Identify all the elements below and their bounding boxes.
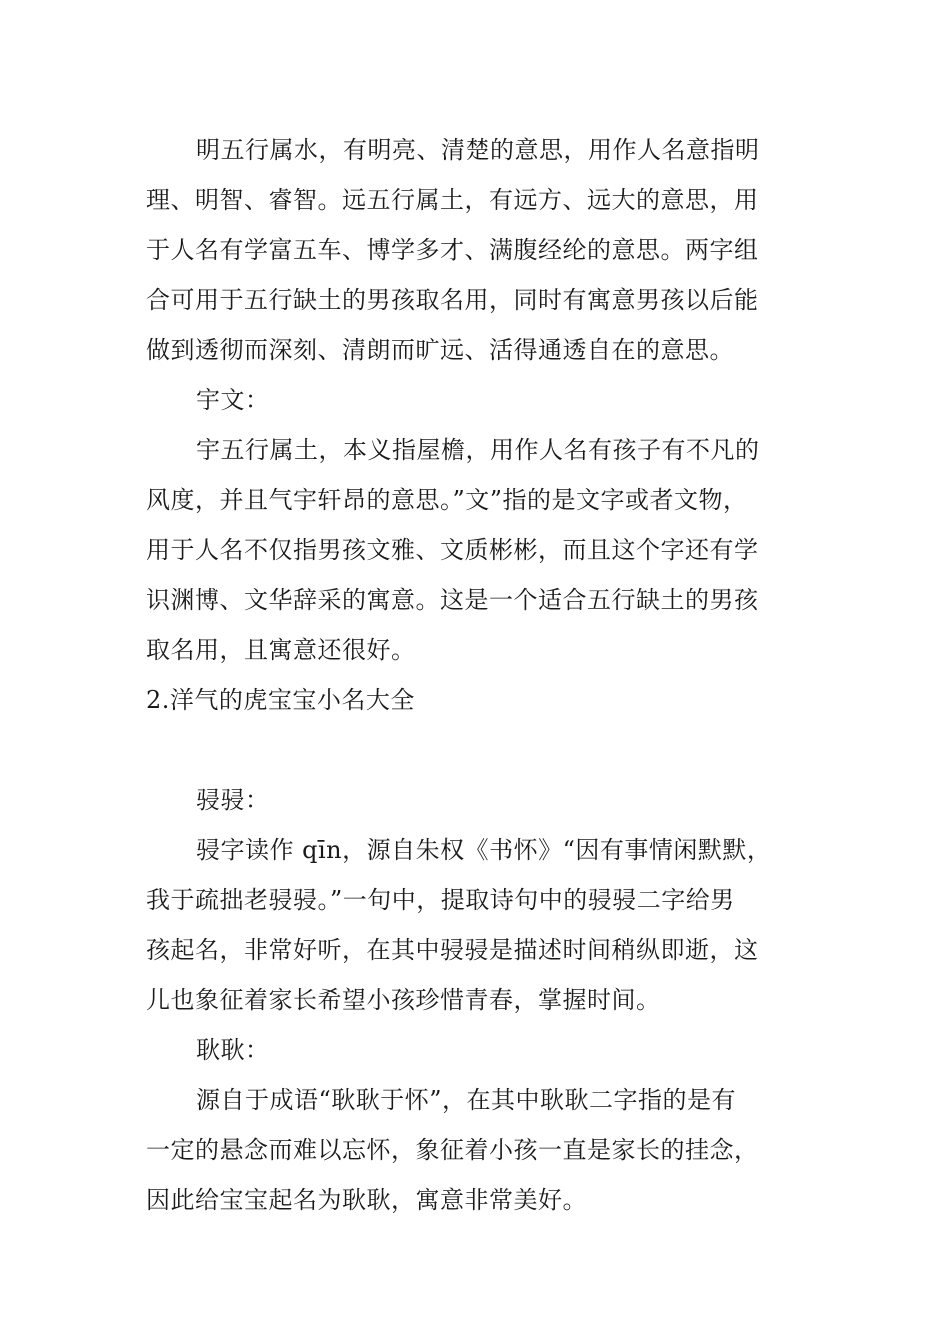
paragraph-line: 做到透彻而深刻、清朗而旷远、活得通透自在的意思。 bbox=[146, 336, 734, 364]
paragraph-line: 于人名有学富五车、博学多才、满腹经纶的意思。两字组 bbox=[146, 236, 759, 264]
paragraph-line: 孩起名，非常好听，在其中骎骎是描述时间稍纵即逝，这 bbox=[146, 936, 759, 964]
paragraph-line: 用于人名不仅指男孩文雅、文质彬彬，而且这个字还有学 bbox=[146, 536, 759, 564]
paragraph-line: 我于疏拙老骎骎。”一句中，提取诗句中的骎骎二字给男 bbox=[146, 886, 735, 914]
paragraph-line: 明五行属水，有明亮、清楚的意思，用作人名意指明 bbox=[196, 136, 760, 164]
paragraph-line: 一定的悬念而难以忘怀，象征着小孩一直是家长的挂念， bbox=[146, 1136, 759, 1164]
paragraph-line: 宇五行属土，本义指屋檐，用作人名有孩子有不凡的 bbox=[196, 436, 760, 464]
name-heading: 骎骎： bbox=[196, 786, 270, 814]
paragraph-line: 取名用，且寓意还很好。 bbox=[146, 636, 416, 664]
paragraph-line: 儿也象征着家长希望小孩珍惜青春，掌握时间。 bbox=[146, 986, 661, 1014]
paragraph-line: 因此给宝宝起名为耿耿，寓意非常美好。 bbox=[146, 1186, 587, 1214]
section-heading: 2.洋气的虎宝宝小名大全 bbox=[146, 686, 415, 714]
paragraph-line: 风度，并且气宇轩昂的意思。”文”指的是文字或者文物， bbox=[146, 486, 748, 514]
paragraph-line: 源自于成语“耿耿于怀”，在其中耿耿二字指的是有 bbox=[196, 1086, 737, 1114]
name-heading: 宇文： bbox=[196, 386, 270, 414]
paragraph-line: 识渊博、文华辞采的寓意。这是一个适合五行缺土的男孩 bbox=[146, 586, 759, 614]
name-heading: 耿耿： bbox=[196, 1036, 270, 1064]
paragraph-line: 合可用于五行缺土的男孩取名用，同时有寓意男孩以后能 bbox=[146, 286, 759, 314]
paragraph-line: 骎字读作 qīn，源自朱权《书怀》“因有事情闲默默， bbox=[196, 836, 772, 864]
paragraph-line: 理、明智、睿智。远五行属土，有远方、远大的意思，用 bbox=[146, 186, 759, 214]
